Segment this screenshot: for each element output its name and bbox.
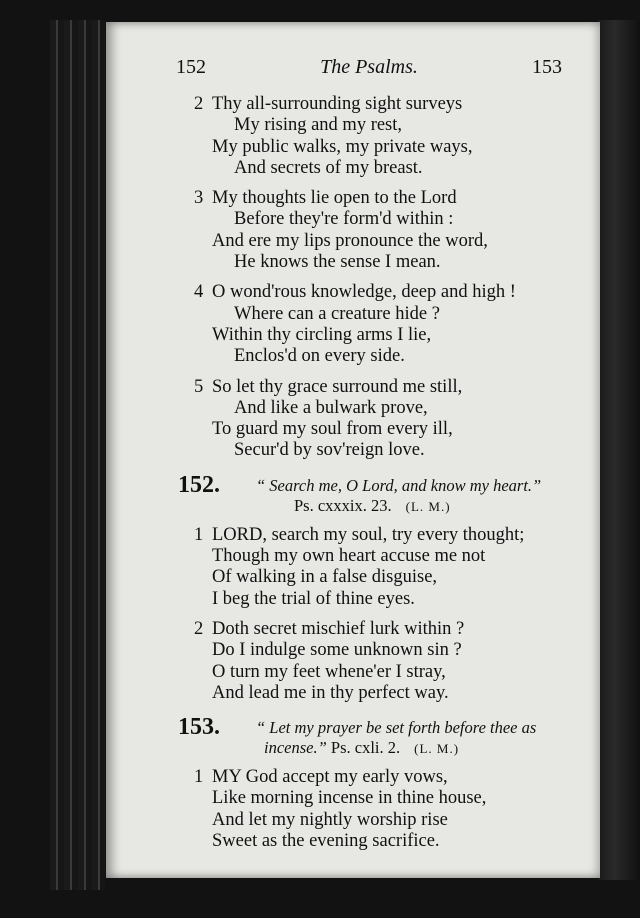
verse-number: 3 (194, 188, 204, 209)
hymn-epigraph-line-2: incense.” (264, 738, 327, 758)
verse-5 (194, 377, 594, 462)
running-title: The Psalms. (320, 56, 418, 78)
hymn-epigraph: “ Search me, O Lord, and know my heart.” (256, 475, 542, 495)
verse-number: 4 (194, 282, 204, 303)
verse-line: And let my nightly worship rise (212, 809, 448, 830)
hymn-152-heading (178, 471, 594, 517)
meter-label: (L. M.) (414, 741, 460, 757)
book-page (106, 22, 600, 878)
verse-line: MY God accept my early vows, (212, 767, 448, 788)
verse-line: And lead me in thy perfect way. (212, 682, 449, 703)
scripture-reference: Ps. cxli. 2. (330, 738, 401, 758)
page-number-left: 152 (176, 56, 206, 78)
verse-line: LORD, search my soul, try every thought; (212, 524, 525, 545)
hymn-number: 153. (178, 714, 220, 741)
verse-line: He knows the sense I mean. (234, 252, 441, 273)
page-number-right: 153 (532, 56, 562, 78)
verse-number: 1 (194, 524, 204, 545)
hymn-epigraph-line-1: “ Let my prayer be set forth before thee as (256, 718, 537, 738)
hymn-152-verse-1 (194, 525, 594, 610)
verse-number: 5 (194, 376, 204, 397)
scripture-reference: Ps. cxxxix. 23. (294, 495, 392, 515)
page-content (178, 94, 594, 861)
verse-line: And like a bulwark prove, (234, 397, 428, 418)
running-head (176, 56, 562, 86)
verse-line: Doth secret mischief lurk within ? (212, 618, 465, 639)
verse-line: O turn my feet whene'er I stray, (212, 661, 446, 682)
verse-line: I beg the trial of thine eyes. (212, 588, 415, 609)
verse-line: Secur'd by sov'reign love. (234, 440, 425, 461)
hymn-153-verse-1 (194, 767, 594, 852)
verse-number: 2 (194, 94, 204, 114)
verse-line: O wond'rous knowledge, deep and high ! (212, 282, 516, 303)
verse-line: Within thy circling arms I lie, (212, 324, 432, 345)
verse-line: And secrets of my breast. (234, 157, 423, 178)
verse-line: Though my own heart accuse me not (212, 546, 486, 567)
hymn-152-verse-2 (194, 619, 594, 704)
verse-number: 2 (194, 618, 204, 639)
verse-line: My public walks, my private ways, (212, 136, 473, 157)
book-binding (50, 20, 105, 890)
verse-line: Of walking in a false disguise, (212, 567, 438, 588)
verse-line: Like morning incense in thine house, (212, 788, 487, 809)
verse-line: So let thy grace surround me still, (212, 376, 463, 397)
verse-3 (194, 188, 594, 273)
verse-line: My thoughts lie open to the Lord (212, 188, 457, 209)
verse-2 (194, 94, 594, 179)
verse-line: My rising and my rest, (234, 115, 403, 136)
meter-label: (L. M.) (405, 498, 451, 514)
verse-line: Thy all-surrounding sight surveys (212, 94, 463, 114)
hymn-153-heading (178, 714, 594, 759)
verse-line: And ere my lips pronounce the word, (212, 230, 488, 251)
verse-4 (194, 282, 594, 367)
verse-line: Before they're form'd within : (234, 209, 454, 230)
verse-line: To guard my soul from every ill, (212, 419, 453, 440)
verse-line: Do I indulge some unknown sin ? (212, 640, 462, 661)
verse-line: Sweet as the evening sacrifice. (212, 831, 440, 852)
hymn-number: 152. (178, 471, 220, 498)
verse-line: Enclos'd on every side. (234, 346, 405, 367)
verse-number: 1 (194, 767, 204, 788)
page-edge (598, 20, 640, 880)
verse-line: Where can a creature hide ? (234, 303, 440, 324)
